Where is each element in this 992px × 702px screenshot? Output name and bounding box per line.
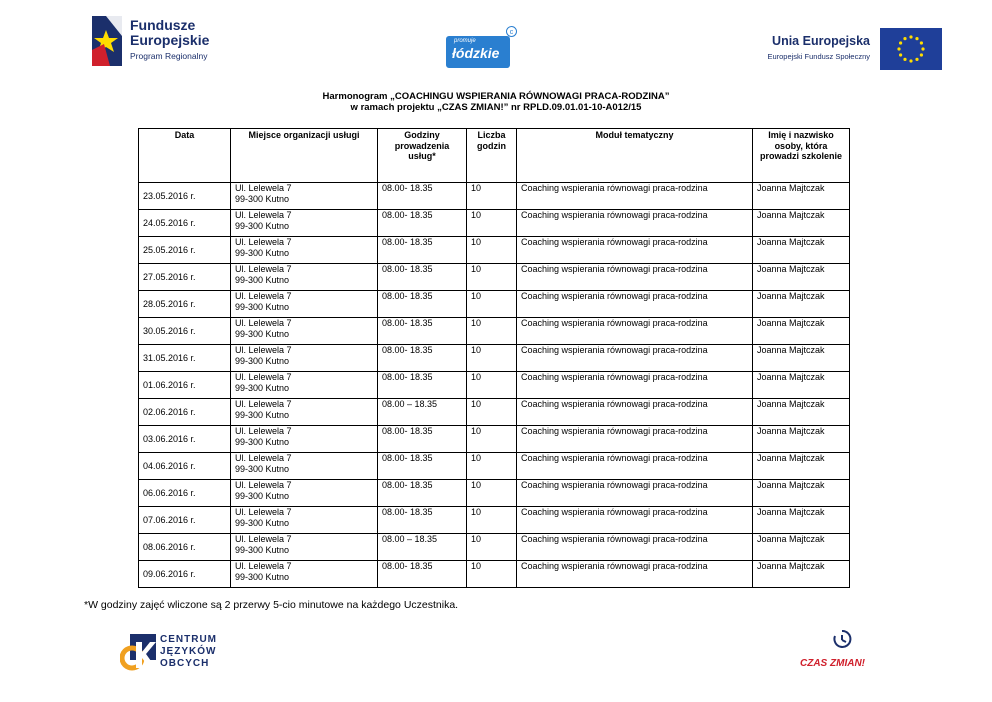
table-row <box>139 210 850 237</box>
eu-flag-icon <box>880 28 942 70</box>
table-row <box>139 264 850 291</box>
trainer-cell: Joanna Majtczak <box>753 507 850 534</box>
eu-title: Unia Europejska <box>772 34 870 48</box>
trainer-cell: Joanna Majtczak <box>753 264 850 291</box>
hours-cell: 08.00- 18.35 <box>378 561 467 588</box>
hours-cell: 08.00- 18.35 <box>378 453 467 480</box>
date-cell: 23.05.2016 r. <box>139 183 231 210</box>
place-street: Ul. Lelewela 7 <box>235 426 292 436</box>
place-cell <box>231 372 378 399</box>
hours-cell: 08.00- 18.35 <box>378 480 467 507</box>
place-street: Ul. Lelewela 7 <box>235 210 292 220</box>
module-cell: Coaching wspierania równowagi praca-rodzina <box>517 183 753 210</box>
table-header-row <box>139 129 850 183</box>
centrum-jezykow-obcych-logo <box>120 632 220 674</box>
table-row <box>139 453 850 480</box>
place-cell <box>231 237 378 264</box>
place-city: 99-300 Kutno <box>235 301 290 312</box>
table-body <box>139 183 850 588</box>
module-cell: Coaching wspierania równowagi praca-rodzina <box>517 210 753 237</box>
table-row <box>139 237 850 264</box>
lodzkie-main-text: łódzkie <box>452 45 500 61</box>
count-cell: 10 <box>467 318 517 345</box>
date-cell: 24.05.2016 r. <box>139 210 231 237</box>
place-city: 99-300 Kutno <box>235 490 290 501</box>
place-city: 99-300 Kutno <box>235 328 290 339</box>
hours-cell: 08.00- 18.35 <box>378 291 467 318</box>
date-cell: 06.06.2016 r. <box>139 480 231 507</box>
header-count: Liczba godzin <box>467 129 517 183</box>
place-street: Ul. Lelewela 7 <box>235 291 292 301</box>
hours-cell: 08.00- 18.35 <box>378 507 467 534</box>
trainer-cell: Joanna Majtczak <box>753 237 850 264</box>
table-row <box>139 507 850 534</box>
place-street: Ul. Lelewela 7 <box>235 561 292 571</box>
trainer-cell: Joanna Majtczak <box>753 561 850 588</box>
table-row <box>139 291 850 318</box>
table-row <box>139 426 850 453</box>
place-city: 99-300 Kutno <box>235 436 290 447</box>
table-row <box>139 318 850 345</box>
cjo-line2: JĘZYKÓW <box>160 646 217 657</box>
count-cell: 10 <box>467 426 517 453</box>
place-street: Ul. Lelewela 7 <box>235 237 292 247</box>
date-cell: 09.06.2016 r. <box>139 561 231 588</box>
czas-zmian-logo <box>800 628 880 672</box>
count-cell: 10 <box>467 237 517 264</box>
fe-title-line2: Europejskie <box>130 32 210 48</box>
count-cell: 10 <box>467 453 517 480</box>
place-cell <box>231 426 378 453</box>
hours-cell: 08.00- 18.35 <box>378 372 467 399</box>
place-street: Ul. Lelewela 7 <box>235 453 292 463</box>
place-street: Ul. Lelewela 7 <box>235 345 292 355</box>
count-cell: 10 <box>467 561 517 588</box>
place-street: Ul. Lelewela 7 <box>235 480 292 490</box>
date-cell: 04.06.2016 r. <box>139 453 231 480</box>
trainer-cell: Joanna Majtczak <box>753 291 850 318</box>
place-city: 99-300 Kutno <box>235 571 290 582</box>
module-cell: Coaching wspierania równowagi praca-rodzina <box>517 480 753 507</box>
copyright-icon: c <box>506 26 517 37</box>
place-street: Ul. Lelewela 7 <box>235 399 292 409</box>
place-city: 99-300 Kutno <box>235 355 290 366</box>
module-cell: Coaching wspierania równowagi praca-rodzina <box>517 534 753 561</box>
header-hours: Godziny prowadzenia usług* <box>378 129 467 183</box>
place-city: 99-300 Kutno <box>235 463 290 474</box>
module-cell: Coaching wspierania równowagi praca-rodzina <box>517 426 753 453</box>
trainer-cell: Joanna Majtczak <box>753 453 850 480</box>
place-cell <box>231 345 378 372</box>
date-cell: 30.05.2016 r. <box>139 318 231 345</box>
trainer-cell: Joanna Majtczak <box>753 210 850 237</box>
place-city: 99-300 Kutno <box>235 274 290 285</box>
count-cell: 10 <box>467 210 517 237</box>
fe-star-icon <box>92 16 126 68</box>
place-city: 99-300 Kutno <box>235 409 290 420</box>
place-cell <box>231 399 378 426</box>
trainer-cell: Joanna Majtczak <box>753 426 850 453</box>
hours-cell: 08.00- 18.35 <box>378 318 467 345</box>
table-row <box>139 561 850 588</box>
module-cell: Coaching wspierania równowagi praca-rodzina <box>517 291 753 318</box>
header-module: Moduł tematyczny <box>517 129 753 183</box>
schedule-table <box>138 128 850 588</box>
module-cell: Coaching wspierania równowagi praca-rodzina <box>517 399 753 426</box>
table-row <box>139 372 850 399</box>
place-street: Ul. Lelewela 7 <box>235 507 292 517</box>
place-street: Ul. Lelewela 7 <box>235 318 292 328</box>
count-cell: 10 <box>467 372 517 399</box>
cjo-line3: OBCYCH <box>160 658 210 669</box>
hours-cell: 08.00- 18.35 <box>378 426 467 453</box>
count-cell: 10 <box>467 399 517 426</box>
trainer-cell: Joanna Majtczak <box>753 534 850 561</box>
module-cell: Coaching wspierania równowagi praca-rodzina <box>517 318 753 345</box>
place-cell <box>231 561 378 588</box>
cjo-line1: CENTRUM <box>160 634 217 645</box>
count-cell: 10 <box>467 345 517 372</box>
place-street: Ul. Lelewela 7 <box>235 264 292 274</box>
place-street: Ul. Lelewela 7 <box>235 183 292 193</box>
clock-icon <box>832 628 852 650</box>
trainer-cell: Joanna Majtczak <box>753 372 850 399</box>
header-place: Miejsce organizacji usługi <box>231 129 378 183</box>
place-cell <box>231 318 378 345</box>
table-row <box>139 183 850 210</box>
table-row <box>139 345 850 372</box>
module-cell: Coaching wspierania równowagi praca-rodzina <box>517 561 753 588</box>
footnote: *W godziny zajęć wliczone są 2 przerwy 5-cio minutowe na każdego Uczestnika. <box>84 599 459 611</box>
lodzkie-small-text: promuje <box>454 38 476 44</box>
place-street: Ul. Lelewela 7 <box>235 372 292 382</box>
date-cell: 03.06.2016 r. <box>139 426 231 453</box>
date-cell: 01.06.2016 r. <box>139 372 231 399</box>
cjo-emblem-icon <box>120 632 158 672</box>
trainer-cell: Joanna Majtczak <box>753 183 850 210</box>
module-cell: Coaching wspierania równowagi praca-rodzina <box>517 345 753 372</box>
module-cell: Coaching wspierania równowagi praca-rodzina <box>517 507 753 534</box>
fe-title-line1: Fundusze <box>130 17 196 33</box>
hours-cell: 08.00- 18.35 <box>378 264 467 291</box>
place-city: 99-300 Kutno <box>235 247 290 258</box>
count-cell: 10 <box>467 507 517 534</box>
trainer-cell: Joanna Majtczak <box>753 480 850 507</box>
eu-subtitle: Europejski Fundusz Społeczny <box>767 52 870 61</box>
date-cell: 27.05.2016 r. <box>139 264 231 291</box>
table-row <box>139 399 850 426</box>
module-cell: Coaching wspierania równowagi praca-rodzina <box>517 453 753 480</box>
count-cell: 10 <box>467 264 517 291</box>
hours-cell: 08.00- 18.35 <box>378 237 467 264</box>
trainer-cell: Joanna Majtczak <box>753 318 850 345</box>
hours-cell: 08.00- 18.35 <box>378 210 467 237</box>
count-cell: 10 <box>467 534 517 561</box>
count-cell: 10 <box>467 183 517 210</box>
date-cell: 08.06.2016 r. <box>139 534 231 561</box>
header-trainer: Imię i nazwisko osoby, która prowadzi szkolenie <box>753 129 850 183</box>
document-title-line1: Harmonogram „COACHINGU WSPIERANIA RÓWNOWAGI PRACA-RODZINA” <box>322 91 670 102</box>
czas-zmian-text: CZAS ZMIAN! <box>800 658 865 669</box>
date-cell: 31.05.2016 r. <box>139 345 231 372</box>
place-cell <box>231 480 378 507</box>
date-cell: 25.05.2016 r. <box>139 237 231 264</box>
place-city: 99-300 Kutno <box>235 544 290 555</box>
table-row <box>139 480 850 507</box>
lodzkie-logo <box>446 26 518 70</box>
place-city: 99-300 Kutno <box>235 517 290 528</box>
place-cell <box>231 183 378 210</box>
trainer-cell: Joanna Majtczak <box>753 345 850 372</box>
hours-cell: 08.00- 18.35 <box>378 345 467 372</box>
place-cell <box>231 264 378 291</box>
header-date: Data <box>139 129 231 183</box>
count-cell: 10 <box>467 480 517 507</box>
place-city: 99-300 Kutno <box>235 220 290 231</box>
trainer-cell: Joanna Majtczak <box>753 399 850 426</box>
place-cell <box>231 507 378 534</box>
place-street: Ul. Lelewela 7 <box>235 534 292 544</box>
count-cell: 10 <box>467 291 517 318</box>
fundusze-europejskie-logo <box>92 16 242 70</box>
module-cell: Coaching wspierania równowagi praca-rodzina <box>517 372 753 399</box>
document-title-line2: w ramach projektu „CZAS ZMIAN!” nr RPLD.09.01.01-10-A012/15 <box>350 102 642 113</box>
place-cell <box>231 210 378 237</box>
hours-cell: 08.00 – 18.35 <box>378 534 467 561</box>
place-city: 99-300 Kutno <box>235 193 290 204</box>
module-cell: Coaching wspierania równowagi praca-rodzina <box>517 264 753 291</box>
date-cell: 02.06.2016 r. <box>139 399 231 426</box>
table-row <box>139 534 850 561</box>
eu-logo <box>738 28 942 70</box>
date-cell: 07.06.2016 r. <box>139 507 231 534</box>
fe-subtitle: Program Regionalny <box>130 51 208 61</box>
hours-cell: 08.00- 18.35 <box>378 183 467 210</box>
place-cell <box>231 453 378 480</box>
date-cell: 28.05.2016 r. <box>139 291 231 318</box>
hours-cell: 08.00 – 18.35 <box>378 399 467 426</box>
place-cell <box>231 534 378 561</box>
place-city: 99-300 Kutno <box>235 382 290 393</box>
place-cell <box>231 291 378 318</box>
module-cell: Coaching wspierania równowagi praca-rodzina <box>517 237 753 264</box>
